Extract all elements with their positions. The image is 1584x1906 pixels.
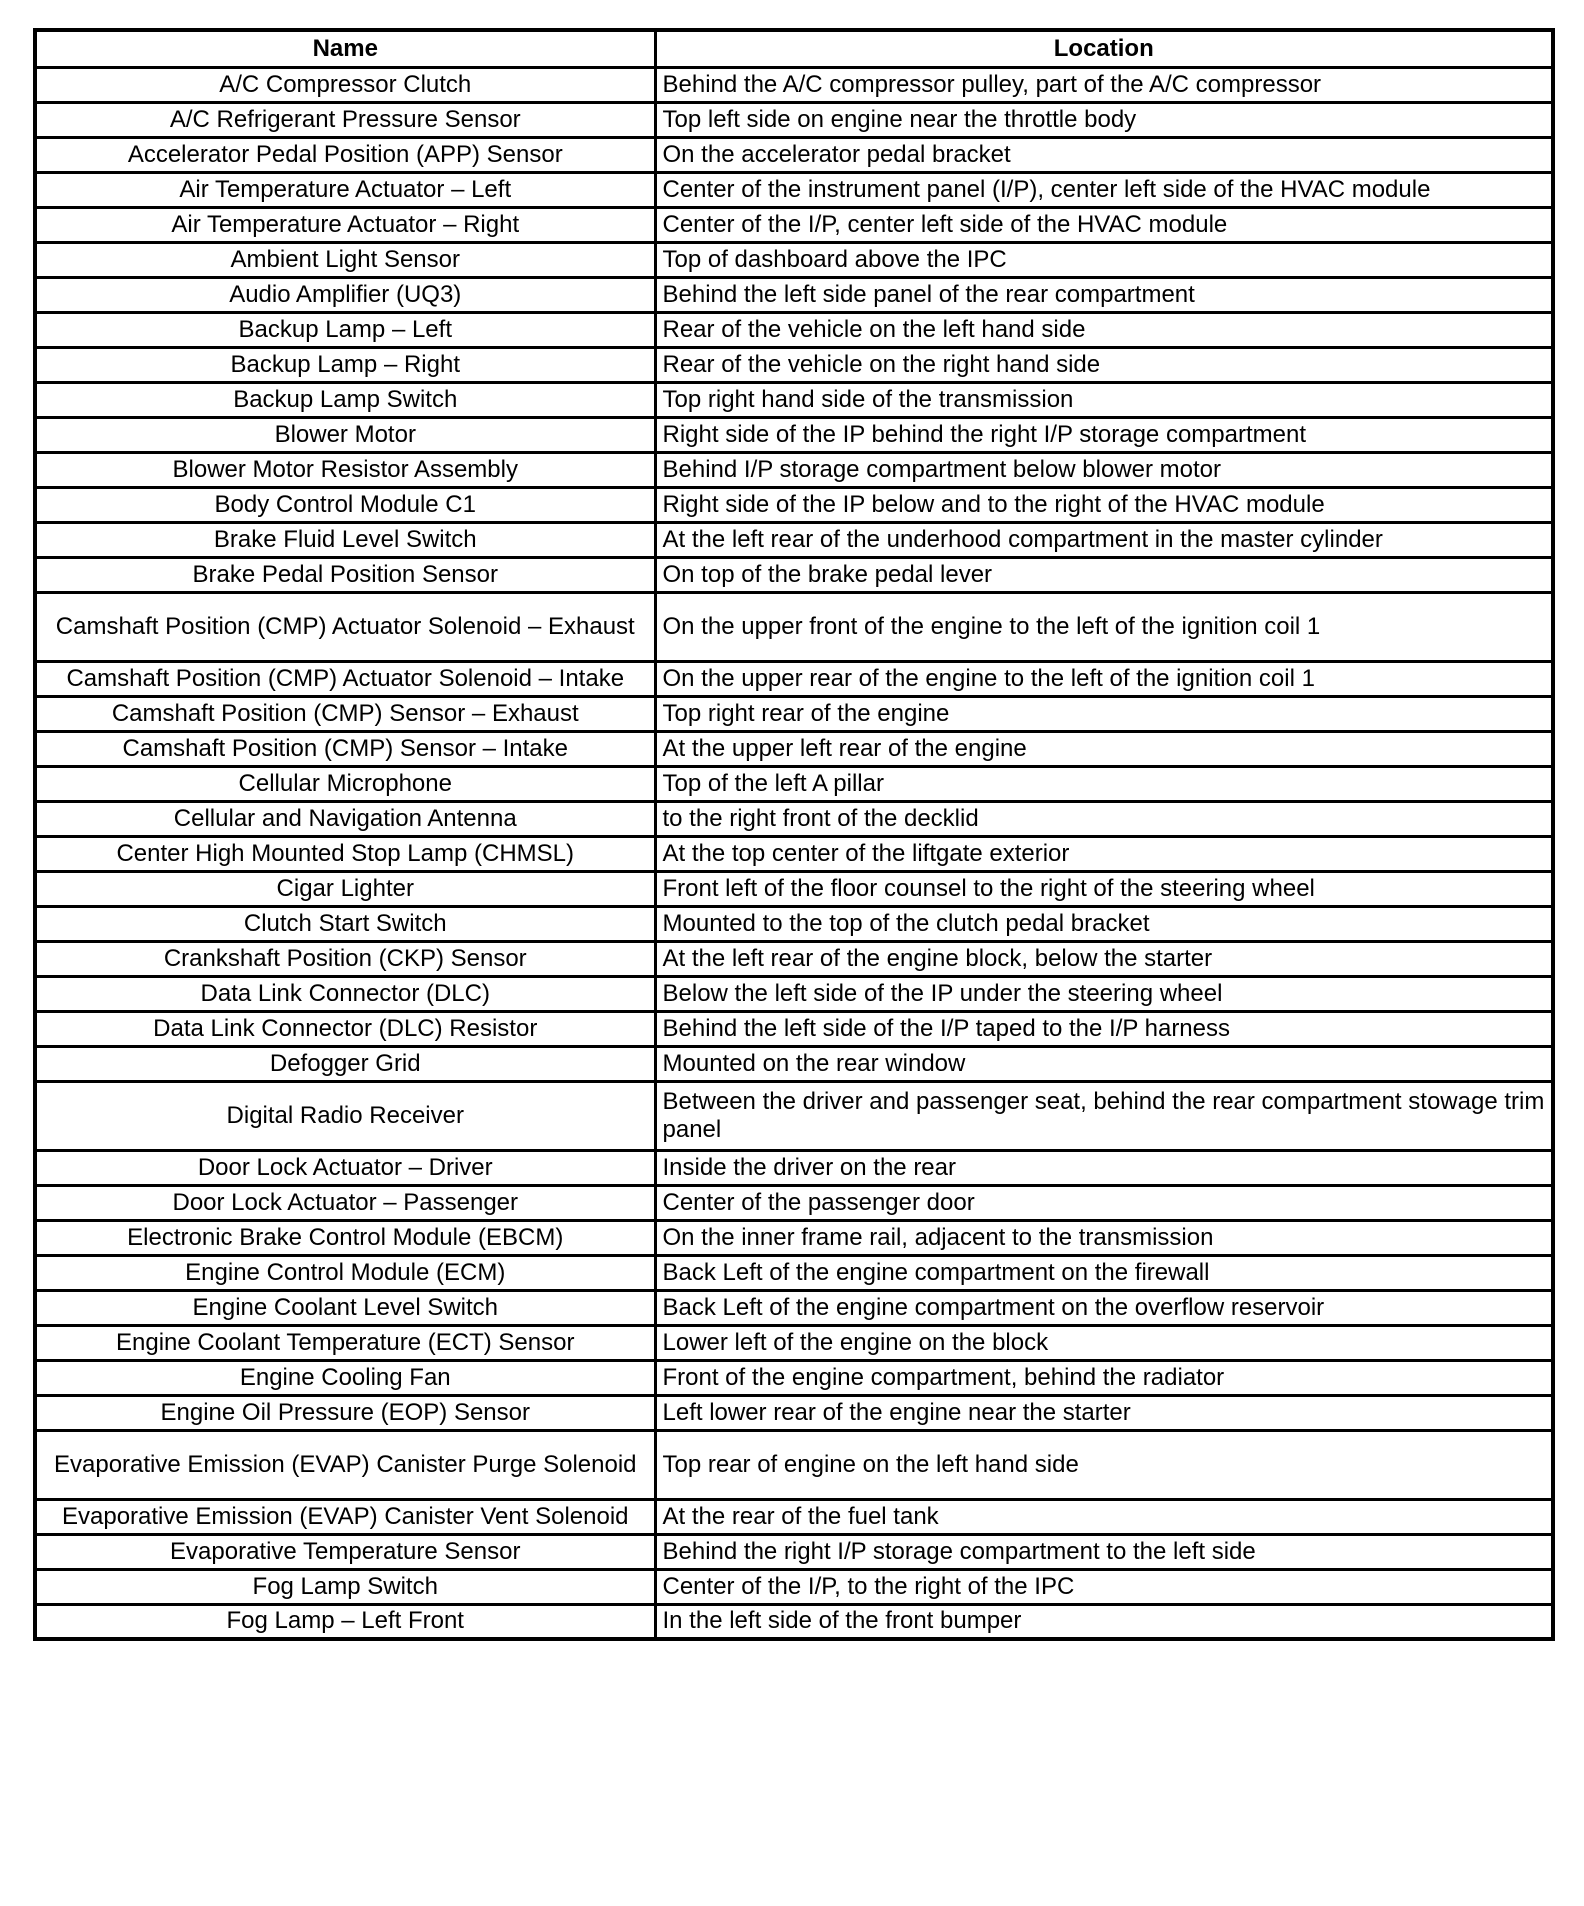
table-row <box>35 801 1553 836</box>
component-location: Top left side on engine near the throttle body <box>655 102 1553 137</box>
component-location: At the upper left rear of the engine <box>655 731 1553 766</box>
component-name: Engine Coolant Temperature (ECT) Sensor <box>35 1325 655 1360</box>
table-row <box>35 836 1553 871</box>
component-location: Top of dashboard above the IPC <box>655 242 1553 277</box>
table-row <box>35 312 1553 347</box>
table-row <box>35 347 1553 382</box>
component-location: At the top center of the liftgate exterior <box>655 836 1553 871</box>
component-name: Door Lock Actuator – Passenger <box>35 1185 655 1220</box>
component-name: A/C Refrigerant Pressure Sensor <box>35 102 655 137</box>
table-row <box>35 242 1553 277</box>
component-location: Inside the driver on the rear <box>655 1150 1553 1185</box>
component-location: Front left of the floor counsel to the right of the steering wheel <box>655 871 1553 906</box>
component-name: Engine Oil Pressure (EOP) Sensor <box>35 1395 655 1430</box>
component-name: Cigar Lighter <box>35 871 655 906</box>
table-row <box>35 557 1553 592</box>
component-location: Center of the I/P, to the right of the IPC <box>655 1569 1553 1604</box>
component-location: Top right rear of the engine <box>655 696 1553 731</box>
component-name: Center High Mounted Stop Lamp (CHMSL) <box>35 836 655 871</box>
component-location: On the upper rear of the engine to the left of the ignition coil 1 <box>655 661 1553 696</box>
component-name: Fog Lamp Switch <box>35 1569 655 1604</box>
component-name: Audio Amplifier (UQ3) <box>35 277 655 312</box>
component-name: Backup Lamp – Right <box>35 347 655 382</box>
table-row <box>35 137 1553 172</box>
component-name: Fog Lamp – Left Front <box>35 1604 655 1639</box>
table-row <box>35 906 1553 941</box>
component-location: At the rear of the fuel tank <box>655 1499 1553 1534</box>
table-row <box>35 67 1553 102</box>
component-name: Engine Cooling Fan <box>35 1360 655 1395</box>
component-location: Below the left side of the IP under the steering wheel <box>655 976 1553 1011</box>
component-location: Center of the passenger door <box>655 1185 1553 1220</box>
component-location: Top of the left A pillar <box>655 766 1553 801</box>
table-row <box>35 1150 1553 1185</box>
component-location-table <box>33 28 1555 1641</box>
component-location: Right side of the IP behind the right I/P storage compartment <box>655 417 1553 452</box>
table-row <box>35 522 1553 557</box>
component-name: Evaporative Emission (EVAP) Canister Vent Solenoid <box>35 1499 655 1534</box>
component-location: to the right front of the decklid <box>655 801 1553 836</box>
component-location: On the inner frame rail, adjacent to the transmission <box>655 1220 1553 1255</box>
component-name: Air Temperature Actuator – Left <box>35 172 655 207</box>
component-location: Left lower rear of the engine near the starter <box>655 1395 1553 1430</box>
table-row <box>35 452 1553 487</box>
component-name: Brake Pedal Position Sensor <box>35 557 655 592</box>
table-row <box>35 1395 1553 1430</box>
component-name: Camshaft Position (CMP) Actuator Solenoid – Intake <box>35 661 655 696</box>
component-name: Backup Lamp Switch <box>35 382 655 417</box>
component-name: Camshaft Position (CMP) Actuator Solenoid – Exhaust <box>35 592 655 661</box>
table-row <box>35 1046 1553 1081</box>
location-column-header: Location <box>655 30 1553 67</box>
component-location: On the upper front of the engine to the left of the ignition coil 1 <box>655 592 1553 661</box>
component-location: Mounted to the top of the clutch pedal bracket <box>655 906 1553 941</box>
component-name: Electronic Brake Control Module (EBCM) <box>35 1220 655 1255</box>
table-row <box>35 1569 1553 1604</box>
component-name: Engine Coolant Level Switch <box>35 1290 655 1325</box>
component-name: Backup Lamp – Left <box>35 312 655 347</box>
component-name: Ambient Light Sensor <box>35 242 655 277</box>
table-row <box>35 661 1553 696</box>
component-location: Behind the A/C compressor pulley, part of the A/C compressor <box>655 67 1553 102</box>
table-row <box>35 207 1553 242</box>
component-name: Camshaft Position (CMP) Sensor – Exhaust <box>35 696 655 731</box>
component-name: Body Control Module C1 <box>35 487 655 522</box>
component-name: Evaporative Emission (EVAP) Canister Purge Solenoid <box>35 1430 655 1499</box>
component-location: In the left side of the front bumper <box>655 1604 1553 1639</box>
component-location: Center of the instrument panel (I/P), center left side of the HVAC module <box>655 172 1553 207</box>
component-location: Top right hand side of the transmission <box>655 382 1553 417</box>
component-location: On top of the brake pedal lever <box>655 557 1553 592</box>
component-name: Evaporative Temperature Sensor <box>35 1534 655 1569</box>
table-row <box>35 1255 1553 1290</box>
table-row <box>35 1325 1553 1360</box>
component-name: Defogger Grid <box>35 1046 655 1081</box>
table-row <box>35 592 1553 661</box>
component-name: Air Temperature Actuator – Right <box>35 207 655 242</box>
component-name: Crankshaft Position (CKP) Sensor <box>35 941 655 976</box>
component-name: Blower Motor <box>35 417 655 452</box>
name-column-header: Name <box>35 30 655 67</box>
header-row <box>35 30 1553 67</box>
component-name: Camshaft Position (CMP) Sensor – Intake <box>35 731 655 766</box>
component-name: Data Link Connector (DLC) <box>35 976 655 1011</box>
component-location: At the left rear of the underhood compartment in the master cylinder <box>655 522 1553 557</box>
component-name: Data Link Connector (DLC) Resistor <box>35 1011 655 1046</box>
table-row <box>35 1011 1553 1046</box>
component-location: Lower left of the engine on the block <box>655 1325 1553 1360</box>
component-name: Accelerator Pedal Position (APP) Sensor <box>35 137 655 172</box>
component-name: Brake Fluid Level Switch <box>35 522 655 557</box>
table-row <box>35 976 1553 1011</box>
component-location: Behind the left side of the I/P taped to the I/P harness <box>655 1011 1553 1046</box>
component-location: At the left rear of the engine block, below the starter <box>655 941 1553 976</box>
table-row <box>35 487 1553 522</box>
component-location: On the accelerator pedal bracket <box>655 137 1553 172</box>
component-location: Back Left of the engine compartment on the firewall <box>655 1255 1553 1290</box>
component-location: Behind I/P storage compartment below blower motor <box>655 452 1553 487</box>
component-name: Digital Radio Receiver <box>35 1081 655 1150</box>
component-name: Blower Motor Resistor Assembly <box>35 452 655 487</box>
component-location: Front of the engine compartment, behind the radiator <box>655 1360 1553 1395</box>
table-row <box>35 731 1553 766</box>
table-row <box>35 871 1553 906</box>
table-row <box>35 277 1553 312</box>
component-name: A/C Compressor Clutch <box>35 67 655 102</box>
table-row <box>35 382 1553 417</box>
component-location: Right side of the IP below and to the right of the HVAC module <box>655 487 1553 522</box>
table-row <box>35 1430 1553 1499</box>
component-location: Between the driver and passenger seat, behind the rear compartment stowage trim panel <box>655 1081 1553 1150</box>
component-location: Center of the I/P, center left side of the HVAC module <box>655 207 1553 242</box>
component-location: Behind the left side panel of the rear compartment <box>655 277 1553 312</box>
table-row <box>35 696 1553 731</box>
table-row <box>35 1360 1553 1395</box>
table-row <box>35 1290 1553 1325</box>
component-location: Top rear of engine on the left hand side <box>655 1430 1553 1499</box>
component-location: Back Left of the engine compartment on the overflow reservoir <box>655 1290 1553 1325</box>
table-row <box>35 941 1553 976</box>
table-row <box>35 1220 1553 1255</box>
component-location: Rear of the vehicle on the right hand side <box>655 347 1553 382</box>
table-row <box>35 417 1553 452</box>
table-row <box>35 1185 1553 1220</box>
component-name: Cellular Microphone <box>35 766 655 801</box>
component-name: Clutch Start Switch <box>35 906 655 941</box>
component-name: Door Lock Actuator – Driver <box>35 1150 655 1185</box>
table-row <box>35 766 1553 801</box>
table-row <box>35 1604 1553 1639</box>
component-location: Rear of the vehicle on the left hand side <box>655 312 1553 347</box>
table-row <box>35 1499 1553 1534</box>
component-location: Mounted on the rear window <box>655 1046 1553 1081</box>
component-name: Engine Control Module (ECM) <box>35 1255 655 1290</box>
table-row <box>35 172 1553 207</box>
component-location: Behind the right I/P storage compartment to the left side <box>655 1534 1553 1569</box>
table-row <box>35 102 1553 137</box>
component-name: Cellular and Navigation Antenna <box>35 801 655 836</box>
table-row <box>35 1081 1553 1150</box>
table-row <box>35 1534 1553 1569</box>
